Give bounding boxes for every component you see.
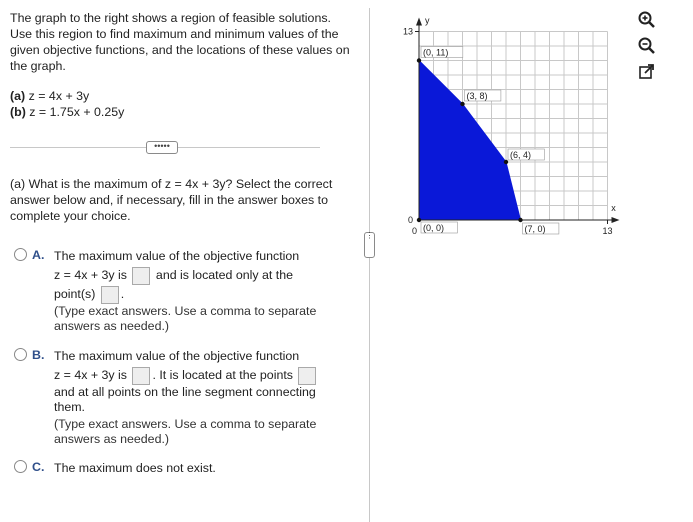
vertex-point — [460, 102, 464, 106]
option-c-body — [54, 459, 344, 478]
part-a — [10, 88, 124, 104]
option-b-points-box[interactable] — [298, 367, 316, 385]
option-b-radio[interactable] — [14, 348, 27, 361]
vertex-point — [518, 218, 522, 222]
option-b-line3: and at all points on the line segment connecting them. — [54, 385, 316, 414]
option-b-body — [54, 347, 344, 447]
x-tick-zero-label: 0 — [411, 226, 417, 236]
x-tick-max-label: 13 — [602, 226, 613, 236]
part-b-label: (b) — [10, 105, 26, 119]
option-a-point-box[interactable] — [101, 286, 119, 304]
objective-functions — [10, 88, 124, 120]
option-b-note: (Type exact answers. Use a comma to separate answers as needed.) — [54, 417, 317, 446]
option-b-line2-mid: . It is located at the points — [152, 368, 293, 382]
vertex-label: (0, 11) — [423, 47, 449, 58]
vertex-point — [504, 160, 508, 164]
option-a-letter: A. — [32, 248, 45, 262]
y-tick-max-label: 13 — [402, 26, 413, 37]
divider-handle[interactable]: ⋮ — [364, 232, 375, 258]
vertex-point — [417, 218, 421, 222]
option-b-line2 — [54, 366, 344, 385]
option-a-max-value-box[interactable] — [132, 267, 150, 285]
option-a-line1: The maximum value of the objective function — [54, 249, 300, 263]
option-b-line2-pre: z = 4x + 3y is — [54, 368, 128, 382]
open-new-window-icon[interactable] — [637, 62, 657, 82]
option-b-line1: The maximum value of the objective function — [54, 349, 300, 363]
vertex-point — [417, 58, 421, 62]
zoom-out-icon[interactable] — [637, 36, 657, 56]
feasible-region — [419, 61, 521, 221]
part-b-text: z = 1.75x + 0.25y — [29, 105, 125, 119]
section-separator — [0, 140, 320, 154]
option-c-letter: C. — [32, 460, 45, 474]
panel-divider[interactable] — [369, 8, 370, 522]
option-a-line2 — [54, 266, 344, 285]
y-tick-zero-label: 0 — [407, 215, 413, 225]
problem-intro: The graph to the right shows a region of feasible solutions. Use this region to find maximum and minimum values of the given objective functions, and the locations of these values on the graph. — [10, 11, 350, 73]
option-b-max-value-box[interactable] — [132, 367, 150, 385]
part-a-text: z = 4x + 3y — [28, 89, 90, 103]
option-a-line3-pre: point(s) — [54, 287, 96, 301]
option-a-note: (Type exact answers. Use a comma to separate answers as needed.) — [54, 304, 317, 333]
question-text: (a) What is the maximum of z = 4x + 3y? Select the correct answer below and, if necessary, fill in the answer boxes to complete your choice. — [10, 177, 333, 223]
vertex-label: (6, 4) — [510, 150, 532, 160]
option-c-radio[interactable] — [14, 460, 27, 473]
option-a-line2-pre: z = 4x + 3y is — [54, 268, 128, 282]
y-axis-label: y — [425, 15, 430, 26]
graph-toolbar — [637, 10, 659, 88]
option-a-body — [54, 247, 344, 334]
y-axis-arrow — [416, 18, 422, 26]
option-a-line2-post: and is located only at the — [155, 268, 293, 282]
option-a-radio[interactable] — [14, 248, 27, 261]
vertex-label: (3, 8) — [466, 91, 488, 101]
x-axis-label: x — [611, 203, 616, 213]
vertex-label: (7, 0) — [524, 224, 546, 234]
part-a-label: (a) — [10, 89, 26, 103]
zoom-in-icon[interactable] — [637, 10, 657, 30]
more-button[interactable]: ••••• — [146, 141, 178, 154]
option-a-line3-post: . — [120, 287, 125, 301]
option-c-text: The maximum does not exist. — [54, 461, 216, 475]
part-b — [10, 104, 124, 120]
feasible-region-graph — [394, 10, 624, 245]
vertex-label: (0, 0) — [423, 223, 445, 233]
option-a-line3 — [54, 285, 344, 304]
x-axis-arrow — [612, 217, 620, 223]
option-b-letter: B. — [32, 348, 45, 362]
